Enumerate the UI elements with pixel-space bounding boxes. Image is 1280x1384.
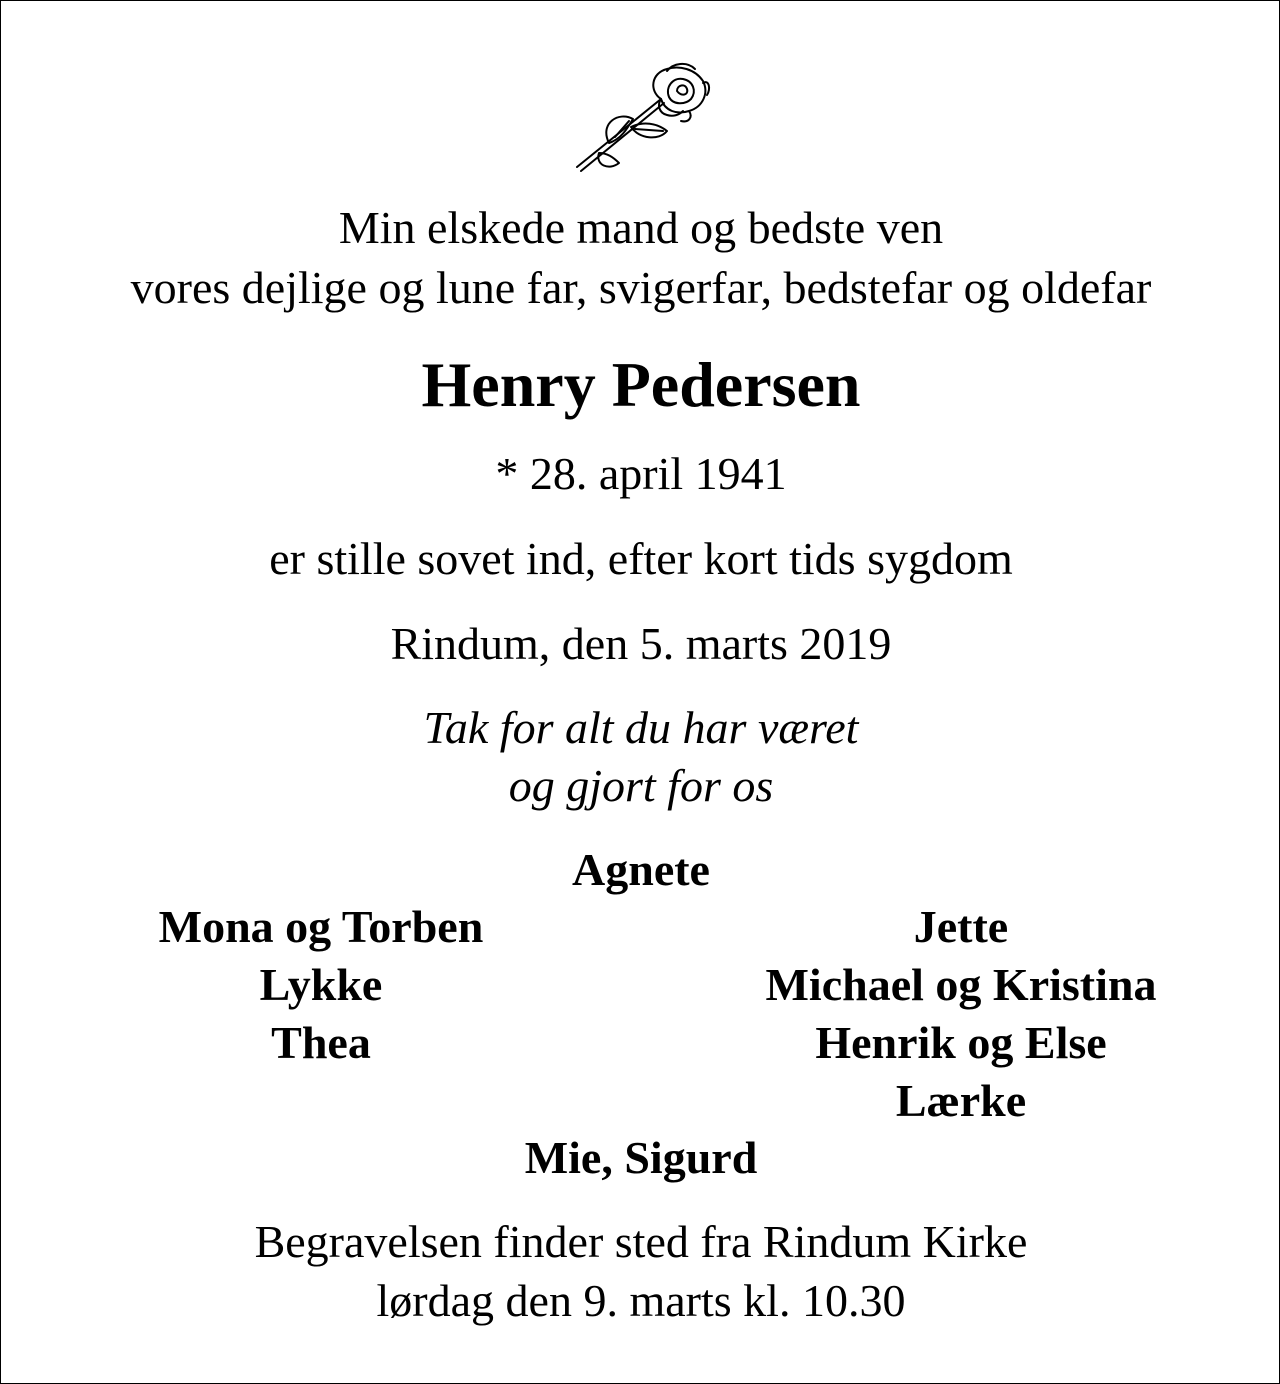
birth-date: * 28. april 1941 — [495, 448, 787, 499]
place-and-date: Rindum, den 5. marts 2019 — [390, 618, 892, 669]
funeral-line-2: lørdag den 9. marts kl. 10.30 — [376, 1275, 906, 1326]
deceased-name: Henry Pedersen — [421, 349, 861, 420]
mourner-left-3: Thea — [271, 1017, 371, 1068]
mourner-right-3: Henrik og Else — [815, 1017, 1107, 1068]
mourner-right-4: Lærke — [895, 1075, 1027, 1126]
mourner-left-1: Mona og Torben — [158, 901, 484, 952]
passing-statement: er stille sovet ind, efter kort tids sygdom — [269, 533, 1013, 584]
rose-icon — [569, 61, 715, 173]
intro-line-1: Min elskede mand og bedste ven — [338, 202, 944, 253]
mourner-grandchildren: Mie, Sigurd — [524, 1132, 758, 1183]
mourner-left-2: Lykke — [259, 959, 383, 1010]
mourner-right-1: Jette — [913, 901, 1009, 952]
quote-line-2: og gjort for os — [508, 760, 774, 811]
quote-line-1: Tak for alt du har været — [423, 702, 859, 753]
mourner-right-2: Michael og Kristina — [765, 959, 1157, 1010]
intro-line-2: vores dejlige og lune far, svigerfar, bedstefar og oldefar — [130, 262, 1152, 313]
mourner-spouse: Agnete — [572, 844, 710, 895]
funeral-line-1: Begravelsen finder sted fra Rindum Kirke — [254, 1216, 1028, 1267]
